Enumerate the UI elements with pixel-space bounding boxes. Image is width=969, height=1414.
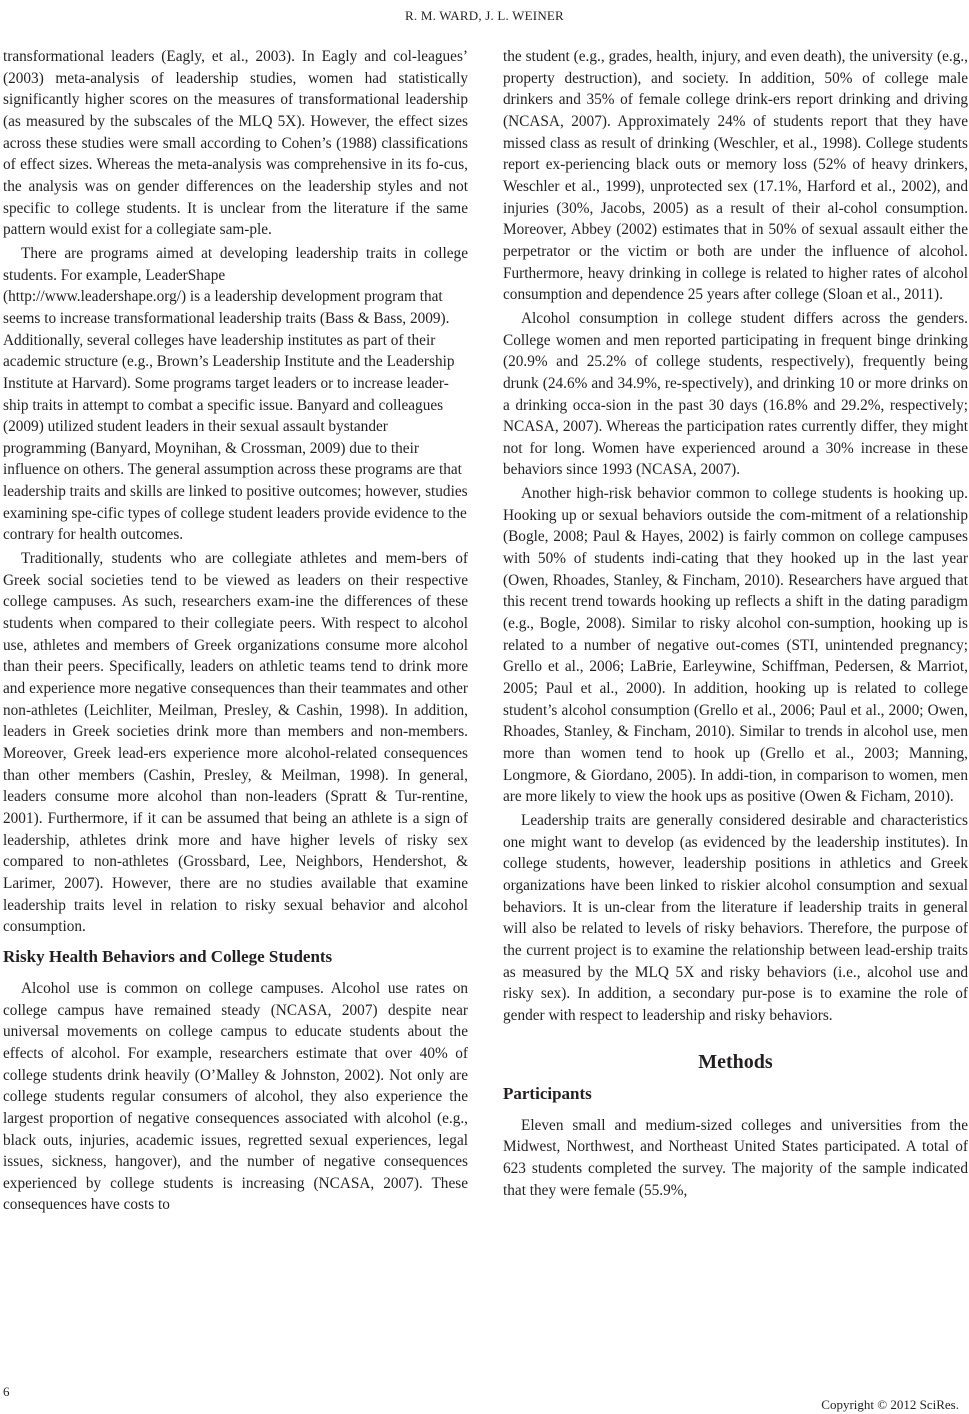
paragraph: Eleven small and medium-sized colleges and universities from the Midwest, Northwest, and Northeast United States participated. A total of 623 students completed the survey. The majority of the sample indicated that they were female (55.9%, [503, 1116, 968, 1199]
left-column [3, 46, 468, 1216]
section-heading: Risky Health Behaviors and College Students [3, 946, 333, 966]
paragraph: Another high-risk behavior common to college students is hooking up. Hooking up or sexual behaviors outside the com-mitment of a relationship (Bogle, 2008; Paul & Hayes, 2002) is fairly common on college campuses with 50% of students indi-cating that they hooked up in the last year (Owen, Rhoades, Stanley, & Fincham, 2010). Researchers have argued that this recent trend towards hooking up reflects a shift in the dating paradigm (e.g., Bogle, 2008). Similar to risky alcohol con-sumption, hooking up is related to a number of negative out-comes (STI, unintended pregnancy; Grello et al., 2006; LaBrie, Earleywine, Schiffman, Pedersen, & Marriot, 2005; Paul et al., 2000). In addition, hooking up is related to college student’s alcohol consumption (Grello et al., 2006; Paul et al., 2000; Owen, Rhoades, Stanley, & Fincham, 2010). Similar to trends in alcohol use, men more than women tend to hook up (Grello et al., 2003; Manning, Longmore, & Giordano, 2005). In addi-tion, in comparison to women, men are more likely to view the hook ups as positive (Owen & Ficham, 2010). [503, 485, 968, 806]
page-number: 6 [3, 1384, 10, 1399]
paragraph: Alcohol use is common on college campuses. Alcohol use rates on college campus have remained steady (NCASA, 2007) despite near universal movements on college campus to educate students about the effects of alcohol. For example, researchers estimate that over 40% of college students drink heavily (O’Malley & Johnston, 2002). Not only are college students regular consumers of alcohol, they also experience the largest proportion of negative consequences associated with alcohol (e.g., black outs, injuries, academic issues, regretted sexual experiences, legal issues, sickness, hangover), and the number of negative consequences experienced by college students is increasing (NCASA, 2007). These consequences have costs to [3, 979, 468, 1214]
methods-heading: Methods [698, 1050, 773, 1073]
participants-subheading: Participants [503, 1083, 592, 1103]
paragraph: Alcohol consumption in college student differs across the genders. College women and men reported participating in frequent binge drinking (20.9% and 25.2% of college students, respectively), frequently being drunk (24.6% and 34.9%, re-spectively), and drinking 10 or more drinks on a drinking occa-sion in the past 30 days (16.8% and 29.2%, respectively; NCASA, 2007). Whereas the participation rates currently differ, they might not for long. Women have experienced around a 30% increase in these behaviors since 1993 (NCASA, 2007). [503, 309, 968, 479]
paragraph: (http://www.leadershape.org/) is a leadership development program that seems to increase transformational leadership traits (Bass & Bass, 2009). Additionally, several colleges have leadership institutes as part of their academic structure (e.g., Brown’s Leadership Institute and the Leadership Institute at Harvard). Some programs target leaders or to increase leader-ship traits in attempt to combat a specific issue. Banyard and colleagues (2009) utilized student leaders in their sexual assault bystander programming (Banyard, Moynihan, & Crossman, 2009) due to their influence on others. The general assumption across these programs are that leadership traits and skills are linked to positive outcomes; however, studies examining spe-cific types of college student leaders provide evidence to the contrary for health outcomes. [3, 288, 468, 544]
paragraph: transformational leaders (Eagly, et al., 2003). In Eagly and col-leagues’ (2003) meta-analysis of leadership studies, women had statistically significantly higher scores on the measures of transformational leadership (as measured by the subscales of the MLQ 5X). However, the effect sizes across these studies were small according to Cohen’s (1988) classifications of effect sizes. Whereas the meta-analysis was comprehensive in its fo-cus, the analysis was on gender differences on the leadership styles and not specific to college students. It is unclear from the literature if the same pattern would exist for a collegiate sam-ple. [3, 48, 468, 239]
running-head: R. M. WARD, J. L. WEINER [405, 8, 564, 23]
paragraph: Leadership traits are generally considered desirable and characteristics one might want to develop (as evidenced by the leadership institutes). In college students, however, leadership positions in athletics and Greek organizations have been linked to riskier alcohol consumption and sexual behaviors. It is un-clear from the literature if leadership traits in general will also be related to levels of risky behaviors. Therefore, the purpose of the current project is to examine the relationship between lead-ership traits as measured by the MLQ 5X and risky behaviors (i.e., alcohol use and risky sex). In addition, a secondary pur-pose is to examine the role of gender with respect to leadership and risky behaviors. [503, 811, 968, 1024]
paragraph: Traditionally, students who are collegiate athletes and mem-bers of Greek social societies tend to be viewed as leaders on their respective college campuses. As such, researchers exam-ine the differences of these students when compared to their collegiate peers. With respect to alcohol use, athletes and members of Greek organizations consume more alcohol than their peers. Specifically, leaders on athletic teams tend to drink more and experience more negative consequences than their teammates and other non-athletes (Leichliter, Meilman, Presley, & Cashin, 1998). In addition, leaders in Greek societies drink more than members and non-members. Moreover, Greek lead-ers experience more alcohol-related consequences than other members (Cashin, Presley, & Meilman, 1998). In general, leaders consume more alcohol than non-leaders (Spratt & Tur-rentine, 2001). Furthermore, if it can be assumed that being an athlete is a sign of leadership, athletes drink more and have higher levels of risky sex compared to non-athletes (Grossbard, Lee, Neighbors, Hendershot, & Larimer, 2007). However, there are no studies available that examine leadership traits level in relation to risky sexual behavior and alcohol consumption. [3, 550, 468, 936]
paragraph-intro-line: There are programs aimed at developing leadership traits in college students. For example, LeaderShape [3, 244, 468, 284]
copyright-notice: Copyright © 2012 SciRes. [821, 1397, 959, 1412]
paragraph: the student (e.g., grades, health, injury, and even death), the university (e.g., property destruction), and society. In addition, 50% of college male drinkers and 35% of female college drink-ers report drinking and driving (NCASA, 2007). Approximately 24% of students report that they have missed class as result of drinking (Weschler, et al., 1998). College students report ex-periencing black outs or memory loss (52% of heavy drinkers, Weschler et al., 1999), unprotected sex (17.1%, Harford et al., 2002), and injuries (30%, Jacobs, 2005) as a result of their al-cohol consumption. Moreover, Abbey (2002) estimates that in 50% of sexual assault either the perpetrator or the victim or both are under the influence of alcohol. Furthermore, heavy drinking in college is related to higher rates of alcohol consumption and dependence 25 years after college (Sloan et al., 2011). [503, 48, 968, 304]
right-column [503, 46, 968, 1201]
